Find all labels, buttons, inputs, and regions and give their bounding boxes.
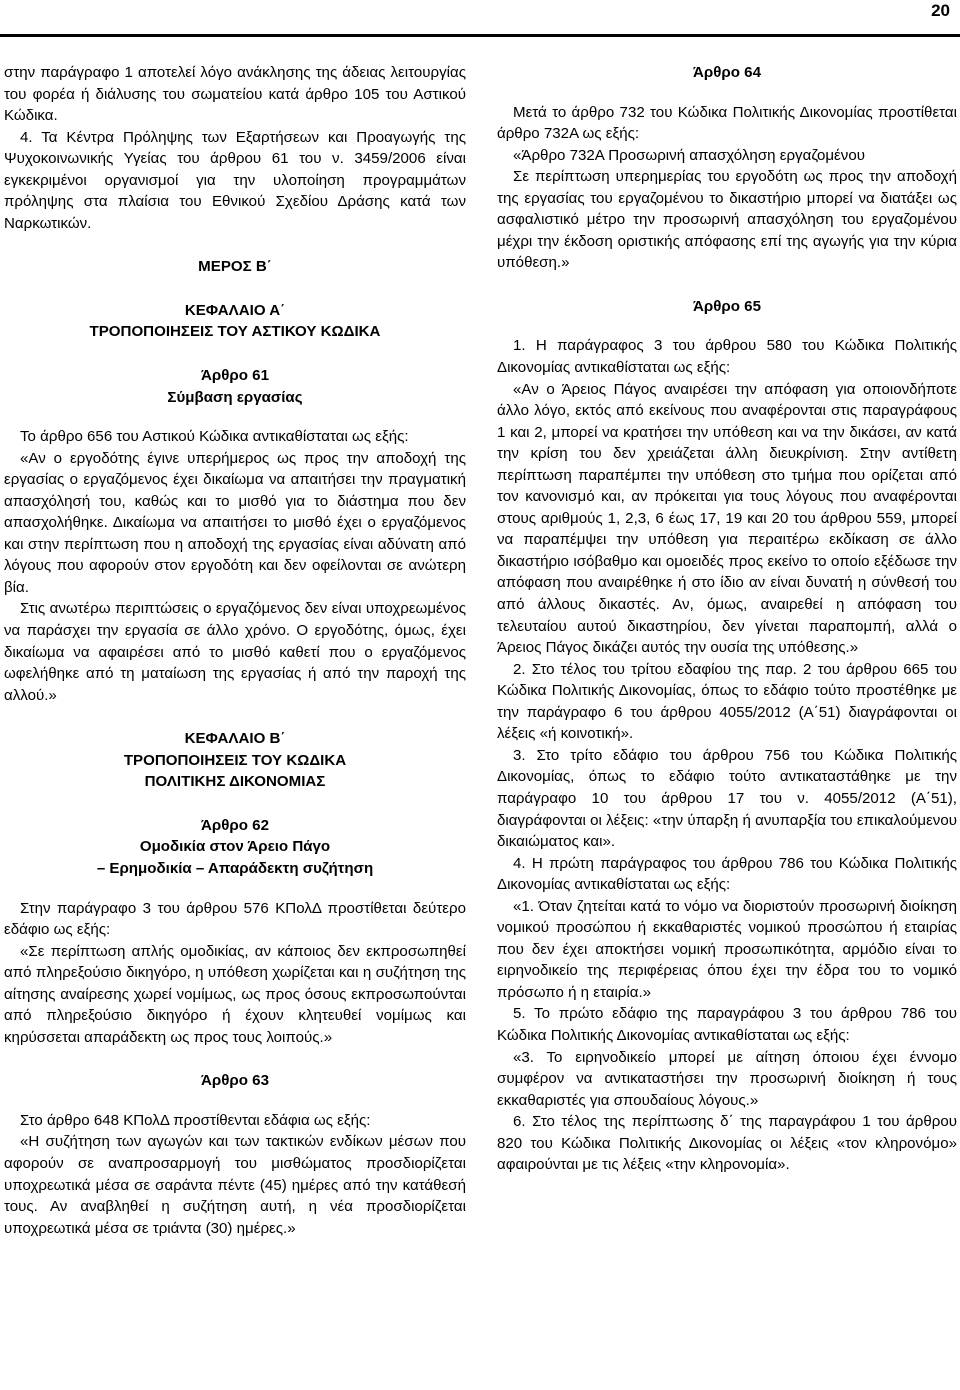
intro-paragraph: 4. Τα Κέντρα Πρόληψης των Εξαρτήσεων και Προαγωγής της Ψυχοκοινωνικής Υγείας του άρθρου 61 του ν. 3459/2006 είναι εγκεκριμένοι οργανισμοί για την υλοποίηση προγραμμάτων πρόληψης στα πλαίσια του Εθνικού Σχεδίου Δράσης κατά των Ναρκωτικών. [4, 128, 466, 232]
article-heading: Άρθρο 61 [201, 367, 269, 385]
part-heading: ΜΕΡΟΣ Β΄ [198, 258, 272, 276]
article-paragraph: Μετά το άρθρο 732 του Κώδικα Πολιτικής Δικονομίας προστίθεται άρθρο 732Α ως εξής: [497, 103, 957, 143]
chapter-heading: ΚΕΦΑΛΑΙΟ Α΄ [184, 301, 286, 319]
chapter-title: ΤΡΟΠΟΠΟΙΗΣΕΙΣ ΤΟΥ ΚΩΔΙΚΑ [123, 751, 347, 769]
article-title: Σύμβαση εργασίας [167, 388, 303, 406]
article-paragraph: Στην παράγραφο 3 του άρθρου 576 ΚΠολΔ προστίθεται δεύτερο εδάφιο ως εξής: [4, 899, 466, 939]
chapter-title: ΤΡΟΠΟΠΟΙΗΣΕΙΣ ΤΟΥ ΑΣΤΙΚΟΥ ΚΩΔΙΚΑ [89, 323, 381, 341]
left-column [4, 62, 466, 1239]
article-title: – Ερημοδικία – Απαράδεκτη συζήτηση [96, 859, 374, 877]
article-paragraph: Σε περίπτωση υπερημερίας του εργοδότη ως προς την αποδοχή της εργασίας του εργαζομένου το δικαστήριο μπορεί να διατάξει ως ασφαλιστικό μέτρο την προσωρινή απασχόληση του εργαζομένου μέχρι την έκδοση οριστικής απόφασης επί της αγωγής για την κύρια υπόθεση.» [497, 168, 957, 272]
article-heading: Άρθρο 63 [201, 1072, 269, 1090]
article-paragraph: «Σε περίπτωση απλής ομοδικίας, αν κάποιος δεν εκπροσωπηθεί από πληρεξούσιο δικηγόρο, η υπόθεση χωρίζεται και η συζήτηση της αίτησης αναίρεσης χωρεί νομίμως, ως προς όσους εκπροσωπούνται από πληρεξούσιο δικηγόρο ή έχουν κλητευθεί νομίμως και κηρύσσεται απαράδεκτη ως προς τους λοιπούς.» [4, 942, 466, 1046]
article-heading: Άρθρο 62 [201, 816, 269, 834]
right-column [497, 62, 957, 1176]
article-paragraph: Το άρθρο 656 του Αστικού Κώδικα αντικαθίσταται ως εξής: [20, 428, 409, 446]
article-paragraph: Στις ανωτέρω περιπτώσεις ο εργαζόμενος δεν είναι υποχρεωμένος να παράσχει την εργασία σε άλλο χρόνο. Ο εργοδότης, όμως, έχει δικαίωμα να αφαιρέσει από το μισθό καθετί που ο εργαζόμενος ωφελήθηκε από τη ματαίωση της εργασίας ή από την παροχή της αλλού.» [4, 600, 466, 704]
intro-paragraph: στην παράγραφο 1 αποτελεί λόγο ανάκλησης της άδειας λειτουργίας του φορέα ή διάλυσης του σωματείου κατά άρθρο 105 του Αστικού Κώδικα. [4, 64, 466, 125]
article-paragraph: «1. Όταν ζητείται κατά το νόμο να διοριστούν προσωρινή διοίκηση νομικού προσώπου ή εκκαθαριστές νομικού προσώπου ή εταιρίας που δεν έχει αποκτήσει νομική προσωπικότητα, αρμόδιο είναι το ειρηνοδικείο της περιφέρειας όπου έχει την έδρα του το νομικό πρόσωπο ή η εταιρία.» [497, 897, 957, 1001]
article-paragraph: 2. Στο τέλος του τρίτου εδαφίου της παρ. 2 του άρθρου 665 του Κώδικα Πολιτικής Δικονομίας, όπως το εδάφιο τούτο προστέθηκε με την παράγραφο 6 του άρθρου 4055/2012 (Α΄51) διαγράφονται οι λέξεις «ή κοινοτική». [497, 660, 957, 743]
article-paragraph: 5. Το πρώτο εδάφιο της παραγράφου 3 του άρθρου 786 του Κώδικα Πολιτικής Δικονομίας αντικαθίσταται ως εξής: [497, 1005, 957, 1044]
article-heading: Άρθρο 65 [693, 297, 761, 315]
article-paragraph: 1. Η παράγραφος 3 του άρθρου 580 του Κώδικα Πολιτικής Δικονομίας αντικαθίσταται ως εξής: [497, 337, 957, 377]
article-title: Ομοδικία στον Άρειο Πάγο [139, 838, 331, 856]
page-number: 20 [931, 1, 950, 20]
article-paragraph: «Αν ο Άρειος Πάγος αναιρέσει την απόφαση για οποιονδήποτε άλλο λόγο, εκτός από εκείνους που αναφέρονται στις παραγράφους 1 και 2, μπορεί να κρατήσει την υπόθεση και να την δικάσει, αν κατά την κρίση του δεν χρειάζεται άλλη διευκρίνιση. Στην αντίθετη περίπτωση παραπέμπει την υπόθεση στο τμήμα που ορίζεται από τον κανονισμό και, αν πρόκειται για τους λόγους που αναφέρονται στους αριθμούς 1, 2,3, 6 έως 17, 19 και 20 του άρθρου 559, μπορεί να παραπέμψει την υπόθεση για περαιτέρω εκδίκαση σε άλλο δικαστήριο ισόβαθμο και ομοειδές προς εκείνο το οποίο εξέδωσε την απόφαση που αναιρέθηκε ή στο ίδιο αν είναι δυνατή η σύνθεσή του από άλλους δικαστές. Αν, όμως, αναιρεθεί η απόφαση του τελευταίου αυτού δικαστηρίου, δεν γίνεται παραπομπή, αλλά ο Άρειος Πάγος δικάζει αυτός την ουσία της υπόθεσης.» [497, 380, 957, 657]
article-paragraph: 4. Η πρώτη παράγραφος του άρθρου 786 του Κώδικα Πολιτικής Δικονομίας αντικαθίσταται ως εξής: [497, 854, 957, 894]
article-paragraph: «3. Το ειρηνοδικείο μπορεί με αίτηση όποιου έχει έννομο συμφέρον να αντικαταστήσει την προσωρινή διοίκηση ή τους εκκαθαριστές για σπουδαίους λόγους.» [497, 1048, 957, 1109]
article-paragraph: Στο άρθρο 648 ΚΠολΔ προστίθενται εδάφια ως εξής: [20, 1111, 371, 1129]
page-header [0, 0, 960, 38]
article-paragraph: «Αν ο εργοδότης έγινε υπερήμερος ως προς την αποδοχή της εργασίας ο εργαζόμενος έχει δικαίωμα να απαιτήσει την πραγματική απασχόλησή του, καθώς και το μισθό για το διάστημα που δεν απασχολήθηκε. Δικαίωμα να απαιτήσει το μισθό έχει ο εργαζόμενος και στην περίπτωση που η αποδοχή της εργασίας είναι αδύνατη από λόγους που αφορούν στον εργοδότη και δεν οφείλονται σε ανώτερη βία. [4, 449, 466, 596]
chapter-title: ΠΟΛΙΤΙΚΗΣ ΔΙΚΟΝΟΜΙΑΣ [144, 773, 326, 791]
article-paragraph: 6. Στο τέλος της περίπτωσης δ΄ της παραγράφου 1 του άρθρου 820 του Κώδικα Πολιτικής Δικονομίας οι λέξεις «τον κληρονόμο» αφαιρούνται με τις λέξεις «την κληρονομία». [497, 1113, 957, 1174]
article-heading: Άρθρο 64 [693, 64, 761, 81]
article-paragraph: «Η συζήτηση των αγωγών και των τακτικών ενδίκων μέσων που αφορούν σε αναπροσαρμογή του μισθώματος προσδιορίζεται υποχρεωτικά μέσα σε σαράντα πέντε (45) ημέρες από την κατάθεσή τους. Αν αναβληθεί η συζήτηση αυτή, η νέα προσδιορίζεται υποχρεωτικά μέσα σε τριάντα (30) ημέρες.» [4, 1133, 466, 1237]
chapter-heading: ΚΕΦΑΛΑΙΟ Β΄ [184, 730, 286, 748]
header-rule [0, 34, 960, 37]
article-paragraph: 3. Στο τρίτο εδάφιο του άρθρου 756 του Κώδικα Πολιτικής Δικονομίας, όπως το εδάφιο τούτο αντικαταστάθηκε με την παράγραφο 10 του άρθρου 17 του ν. 4055/2012 (Α΄51), διαγράφονται οι λέξεις: «την ύπαρξη ή ανυπαρξία του επικαλούμενου δικαιώματος και». [497, 746, 957, 851]
article-paragraph: «Άρθρο 732Α Προσωρινή απασχόληση εργαζομένου [513, 146, 865, 164]
